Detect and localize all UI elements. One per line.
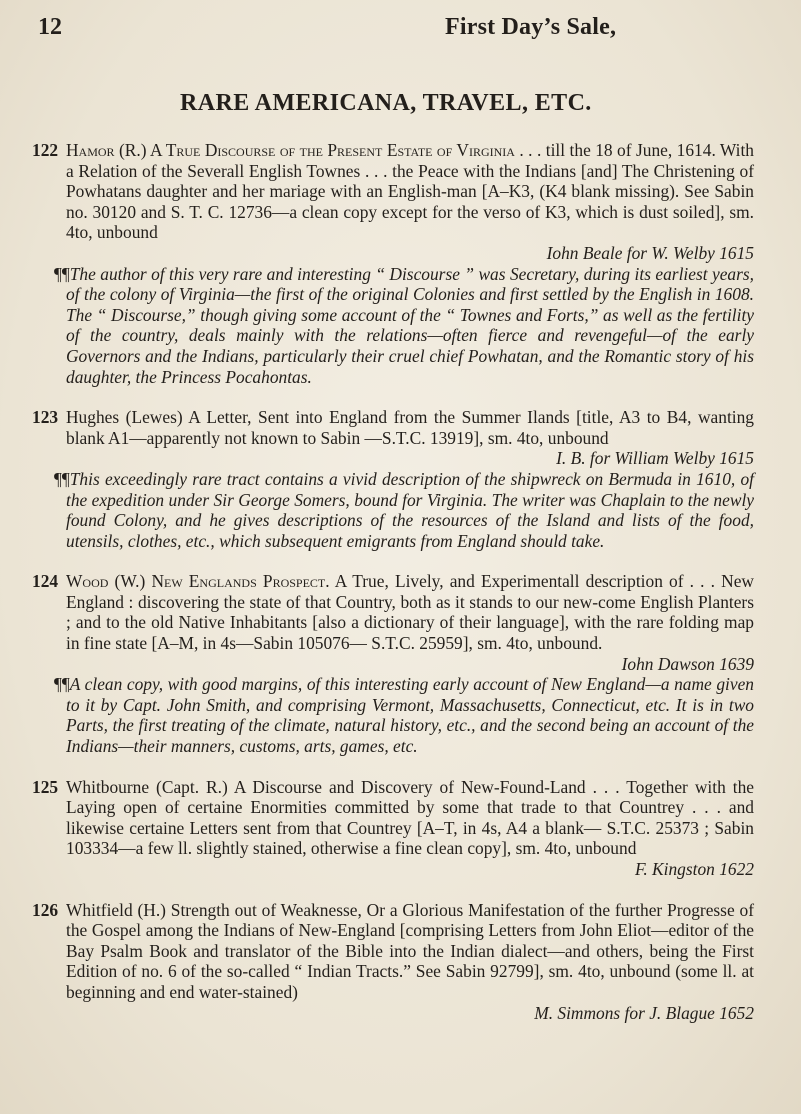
lot-number: 123 bbox=[32, 407, 59, 428]
lot-description bbox=[32, 407, 754, 469]
lot-description bbox=[32, 140, 754, 264]
lot-note-text: This exceedingly rare tract contains a vivid description of the shipwreck on Bermuda in 1610, of the expedition under Sir George Somers, bound for Virginia. The writer was Chaplain to the newly found Colony, and he gives descriptions of the resources of the Island and lists of the food, utensils, clothes, etc., which subsequent emigrants from England should take. bbox=[66, 468, 754, 551]
lot-imprint: M. Simmons for J. Blague 1652 bbox=[534, 1002, 754, 1023]
lot-heading: Whitbourne (Capt. R.) bbox=[66, 776, 228, 797]
lot-note bbox=[32, 469, 754, 551]
lot-text: A Discourse and Discovery of New-Found-Land . . . Together with the Laying open of certaine Enormities committed by some that trade to that Countrey . . . and likewise certaine Letters sent from that Countrey [A–T, in 4s, A4 a blank— S.T.C. 25373 ; Sabin 103334—a few ll. slightly stained, otherwise a fine clean copy], sm. 4to, unbound bbox=[66, 776, 754, 859]
lot-text: Strength out of Weaknesse, Or a Glorious Manifestation of the further Progresse of the Gospel among the Indians of New-England [comprising Letters from John Eliot—editor of the Bay Psalm Book and translator of the Bible into the Indian dialect—and others, being the First Edition of no. 6 of the so-called “ Indian Tracts.” See Sabin 92799], sm. 4to, unbound (some ll. at beginning and end water-stained) bbox=[66, 899, 754, 1002]
lot-note bbox=[32, 674, 754, 756]
lot-description bbox=[32, 777, 754, 880]
lot-number: 125 bbox=[32, 776, 59, 797]
lot-text: . . . till the 18 of June, 1614. With a Relation of the Severall English Townes . . . the Peace with the Indians [and] The Christening of Powhatans daughter and her mariage with an English-man [A–K3, (K4 blank missing). See Sabin no. 30120 and S. T. C. 12736—a clean copy except for the verso of K3, which is dust soiled], sm. 4to, unbound bbox=[66, 140, 754, 243]
lot-number: 126 bbox=[32, 899, 59, 920]
lot-entry bbox=[32, 140, 754, 387]
lot-note bbox=[32, 264, 754, 388]
lot-text: A Letter, Sent into England from the Summer Ilands [title, A3 to B4, wanting blank A1—apparently not known to Sabin —S.T.C. 13919], sm. 4to, unbound bbox=[66, 407, 754, 448]
lot-entry bbox=[32, 777, 754, 880]
lot-entry bbox=[32, 571, 754, 756]
paragraph-mark-icon: ¶¶ bbox=[54, 674, 70, 695]
lot-imprint: I. B. for William Welby 1615 bbox=[556, 448, 754, 469]
lot-note-text: The author of this very rare and interesting “ Discourse ” was Secretary, during its earliest years, of the colony of Virginia—the first of the original Colonies and first settled by the English in 1608. The “ Discourse,” though giving some account of the “ Townes and Forts,” as well as the fertility of the country, deals mainly with the relations—often fierce and revengeful—of the early Governors and the Indians, particularly their cruel chief Powhatan, and the Romantic story of his daughter, the Princess Pocahontas. bbox=[66, 263, 754, 387]
paragraph-mark-icon: ¶¶ bbox=[54, 263, 70, 284]
lot-list bbox=[32, 140, 754, 1043]
paragraph-mark-icon: ¶¶ bbox=[54, 468, 70, 489]
lot-number: 122 bbox=[32, 140, 59, 160]
lot-heading: Hamor (R.) A True Discourse of the Present Estate of Virginia bbox=[66, 140, 515, 160]
lot-entry bbox=[32, 407, 754, 551]
lot-text: A True, Lively, and Experimentall description of . . . New England : discovering the state of that Country, both as it stands to our new-come English Planters ; and to the old Native Inhabitants [also a dictionary of their language], with the rare folding map in fine state [A–M, in 4s—Sabin 105076— S.T.C. 25959], sm. 4to, unbound. bbox=[66, 571, 754, 654]
lot-description bbox=[32, 571, 754, 674]
lot-imprint: Iohn Dawson 1639 bbox=[621, 653, 754, 674]
lot-imprint: F. Kingston 1622 bbox=[634, 859, 754, 879]
lot-description bbox=[32, 900, 754, 1024]
lot-heading: Wood (W.) New Englands Prospect. bbox=[66, 571, 330, 592]
lot-imprint: Iohn Beale for W. Welby 1615 bbox=[546, 242, 754, 263]
lot-entry bbox=[32, 900, 754, 1024]
lot-note-text: A clean copy, with good margins, of this interesting early account of New England—a name given to it by Capt. John Smith, and comprising Vermont, Massachusetts, Connecticut, etc. It is in two Parts, the first treating of the climate, natural history, etc., and the second being an account of the Indians—their manners, customs, arts, games, etc. bbox=[66, 674, 754, 757]
running-head: First Day’s Sale, bbox=[445, 14, 617, 40]
page-number: 12 bbox=[38, 14, 62, 40]
lot-heading: Whitfield (H.) bbox=[66, 899, 166, 920]
lot-number: 124 bbox=[32, 571, 59, 592]
section-title: RARE AMERICANA, TRAVEL, ETC. bbox=[180, 90, 592, 116]
lot-heading: Hughes (Lewes) bbox=[66, 407, 183, 428]
page-header bbox=[30, 14, 773, 54]
